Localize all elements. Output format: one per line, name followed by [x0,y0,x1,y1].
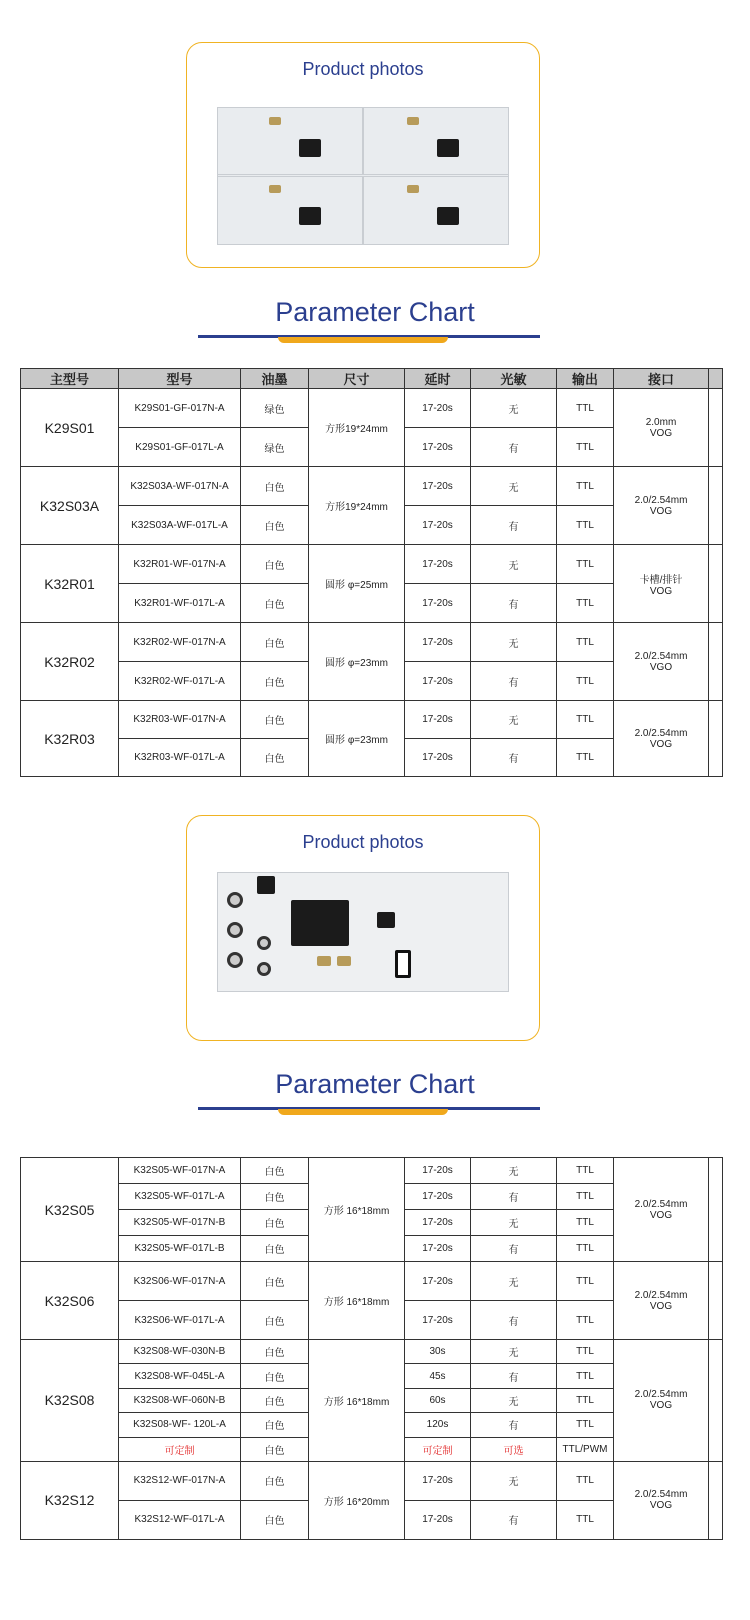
ink-color-cell: 白色 [241,701,309,739]
model-cell: K29S01-GF-017L-A [119,428,241,467]
output-cell: TTL [557,389,614,428]
light-sensor-cell: 有 [471,584,557,623]
model-cell: K32S08-WF-030N-B [119,1340,241,1364]
output-cell: TTL [557,1500,614,1539]
ink-color-cell: 白色 [241,1184,309,1210]
output-cell: TTL [557,506,614,545]
ink-color-cell: 白色 [241,1262,309,1301]
interface-cell [614,1461,709,1539]
section-title: Parameter Chart [275,297,475,327]
output-cell: TTL/PWM [557,1437,614,1461]
interface-line: 2.0/2.54mm [634,727,688,739]
light-sensor-cell: 无 [471,623,557,662]
ink-color-cell: 白色 [241,1301,309,1340]
light-sensor-cell: 无 [471,1461,557,1500]
output-cell: TTL [557,1236,614,1262]
model-cell: K32S06-WF-017L-A [119,1301,241,1340]
column-header: 延时 [405,369,471,389]
ink-color-cell: 白色 [241,467,309,506]
output-cell: TTL [557,1210,614,1236]
delay-cell: 45s [405,1364,471,1388]
output-cell: TTL [557,1158,614,1184]
delay-cell: 17-20s [405,506,471,545]
photo-title: Product photos [302,59,424,79]
model-cell: K32S05-WF-017N-B [119,1210,241,1236]
output-cell: TTL [557,1388,614,1412]
interface-line: 2.0/2.54mm [634,494,688,506]
delay-cell: 17-20s [405,623,471,662]
section-title: Parameter Chart [275,1069,475,1099]
extra-cell [709,1340,723,1462]
interface-line: VOG [649,1300,673,1312]
delay-cell: 17-20s [405,1158,471,1184]
light-sensor-cell: 无 [471,1158,557,1184]
output-cell: TTL [557,623,614,662]
parameter-table-2 [20,1157,723,1540]
delay-cell: 17-20s [405,1210,471,1236]
main-model-cell: K32S05 [21,1158,119,1262]
delay-cell: 17-20s [405,467,471,506]
ink-color-cell: 白色 [241,1158,309,1184]
delay-cell: 17-20s [405,389,471,428]
light-sensor-cell: 无 [471,389,557,428]
main-model-cell: K32S06 [21,1262,119,1340]
table-row [21,1340,723,1364]
main-model-cell: K29S01 [21,389,119,467]
delay-cell: 17-20s [405,739,471,777]
size-cell: 方形19*24mm [309,467,405,545]
product-photo-card-2 [186,815,540,1041]
table-row [21,1158,723,1184]
ink-color-cell: 白色 [241,1340,309,1364]
ink-color-cell: 白色 [241,1210,309,1236]
ink-color-cell: 白色 [241,1388,309,1412]
interface-cell [614,389,709,467]
interface-line: 2.0/2.54mm [634,1289,688,1301]
table-row [21,623,723,662]
main-model-cell: K32S12 [21,1461,119,1539]
delay-cell: 可定制 [405,1437,471,1461]
interface-line: VOG [649,427,673,439]
size-cell: 方形 16*18mm [309,1158,405,1262]
delay-cell: 17-20s [405,428,471,467]
interface-line: 2.0/2.54mm [634,1198,688,1210]
interface-line: VOG [649,738,673,750]
ink-color-cell: 白色 [241,1437,309,1461]
output-cell: TTL [557,701,614,739]
column-header-extra [709,369,723,389]
main-model-cell: K32R03 [21,701,119,777]
ink-color-cell: 白色 [241,506,309,545]
interface-line: 2.0mm [645,416,677,428]
size-cell: 方形 16*18mm [309,1262,405,1340]
output-cell: TTL [557,428,614,467]
table-row [21,545,723,584]
column-header: 接口 [614,369,709,389]
ink-color-cell: 白色 [241,1461,309,1500]
output-cell: TTL [557,662,614,701]
output-cell: TTL [557,1340,614,1364]
light-sensor-cell: 有 [471,1500,557,1539]
model-cell: K32R02-WF-017L-A [119,662,241,701]
column-header: 输出 [557,369,614,389]
delay-cell: 17-20s [405,1500,471,1539]
light-sensor-cell: 无 [471,1340,557,1364]
model-cell: K32S05-WF-017L-A [119,1184,241,1210]
light-sensor-cell: 无 [471,545,557,584]
ink-color-cell: 绿色 [241,428,309,467]
main-model-cell: K32S03A [21,467,119,545]
model-cell: K32S03A-WF-017N-A [119,467,241,506]
light-sensor-cell: 无 [471,1388,557,1412]
delay-cell: 17-20s [405,662,471,701]
output-cell: TTL [557,1461,614,1500]
ink-color-cell: 白色 [241,1364,309,1388]
model-cell: K32R01-WF-017L-A [119,584,241,623]
output-cell: TTL [557,584,614,623]
model-cell: K32R03-WF-017N-A [119,701,241,739]
ink-color-cell: 白色 [241,584,309,623]
interface-line: 2.0/2.54mm [634,1389,688,1401]
output-cell: TTL [557,1262,614,1301]
model-cell: K32S12-WF-017N-A [119,1461,241,1500]
parameter-table-1 [20,368,723,777]
interface-line: VOG [649,1209,673,1221]
interface-cell [614,545,709,623]
model-cell: K32S08-WF-045L-A [119,1364,241,1388]
light-sensor-cell: 有 [471,1364,557,1388]
interface-line: 2.0/2.54mm [634,1489,688,1501]
column-header: 光敏 [471,369,557,389]
light-sensor-cell: 有 [471,506,557,545]
interface-cell [614,1340,709,1462]
delay-cell: 17-20s [405,1184,471,1210]
model-cell: K32R02-WF-017N-A [119,623,241,662]
model-cell: K32S06-WF-017N-A [119,1262,241,1301]
light-sensor-cell: 有 [471,739,557,777]
table-row [21,467,723,506]
output-cell: TTL [557,739,614,777]
interface-cell [614,1262,709,1340]
ink-color-cell: 白色 [241,1500,309,1539]
main-model-cell: K32S08 [21,1340,119,1462]
delay-cell: 30s [405,1340,471,1364]
extra-cell [709,389,723,467]
ink-color-cell: 白色 [241,662,309,701]
light-sensor-cell: 有 [471,1236,557,1262]
output-cell: TTL [557,545,614,584]
interface-line: VOG [649,505,673,517]
size-cell: 圆形 φ=23mm [309,623,405,701]
model-cell: K32S12-WF-017L-A [119,1500,241,1539]
delay-cell: 17-20s [405,701,471,739]
interface-cell [614,1158,709,1262]
light-sensor-cell: 有 [471,662,557,701]
model-cell: K32S08-WF- 120L-A [119,1413,241,1437]
photo-title: Product photos [302,832,424,852]
ink-color-cell: 白色 [241,1236,309,1262]
light-sensor-cell: 有 [471,1413,557,1437]
delay-cell: 120s [405,1413,471,1437]
size-cell: 圆形 φ=25mm [309,545,405,623]
extra-cell [709,545,723,623]
table-row [21,389,723,428]
size-cell: 方形19*24mm [309,389,405,467]
extra-cell [709,1158,723,1262]
title-underline-accent [278,337,448,343]
delay-cell: 17-20s [405,1262,471,1301]
light-sensor-cell: 无 [471,1262,557,1301]
ink-color-cell: 白色 [241,623,309,662]
output-cell: TTL [557,1413,614,1437]
size-cell: 圆形 φ=23mm [309,701,405,777]
light-sensor-cell: 无 [471,1210,557,1236]
interface-line: VGO [649,661,673,673]
interface-line: 2.0/2.54mm [634,650,688,662]
table-row [21,1461,723,1500]
main-model-cell: K32R01 [21,545,119,623]
model-cell: K32S08-WF-060N-B [119,1388,241,1412]
output-cell: TTL [557,467,614,506]
size-cell: 方形 16*18mm [309,1340,405,1462]
ink-color-cell: 白色 [241,1413,309,1437]
main-model-cell: K32R02 [21,623,119,701]
model-cell: K29S01-GF-017N-A [119,389,241,428]
model-cell: 可定制 [119,1437,241,1461]
interface-line: VOG [649,1500,673,1512]
delay-cell: 60s [405,1388,471,1412]
model-cell: K32S05-WF-017N-A [119,1158,241,1184]
delay-cell: 17-20s [405,1301,471,1340]
extra-cell [709,701,723,777]
interface-line: VOG [649,585,673,597]
ink-color-cell: 白色 [241,739,309,777]
interface-cell [614,701,709,777]
interface-cell [614,623,709,701]
delay-cell: 17-20s [405,545,471,584]
extra-cell [709,623,723,701]
size-cell: 方形 16*20mm [309,1461,405,1539]
column-header: 主型号 [21,369,119,389]
delay-cell: 17-20s [405,1461,471,1500]
model-cell: K32R01-WF-017N-A [119,545,241,584]
light-sensor-cell: 有 [471,428,557,467]
extra-cell [709,1262,723,1340]
table-header-row [21,369,723,389]
column-header: 型号 [119,369,241,389]
output-cell: TTL [557,1184,614,1210]
title-underline-accent [278,1109,448,1115]
model-cell: K32S05-WF-017L-B [119,1236,241,1262]
output-cell: TTL [557,1301,614,1340]
column-header: 尺寸 [309,369,405,389]
delay-cell: 17-20s [405,1236,471,1262]
model-cell: K32R03-WF-017L-A [119,739,241,777]
delay-cell: 17-20s [405,584,471,623]
ink-color-cell: 白色 [241,545,309,584]
extra-cell [709,467,723,545]
light-sensor-cell: 有 [471,1301,557,1340]
interface-line: 卡槽/排针 [639,574,683,586]
extra-cell [709,1461,723,1539]
interface-cell [614,467,709,545]
light-sensor-cell: 有 [471,1184,557,1210]
table-row [21,1262,723,1301]
light-sensor-cell: 无 [471,701,557,739]
product-photo-card-1 [186,42,540,268]
ink-color-cell: 绿色 [241,389,309,428]
column-header: 油墨 [241,369,309,389]
model-cell: K32S03A-WF-017L-A [119,506,241,545]
light-sensor-cell: 无 [471,467,557,506]
table-row [21,701,723,739]
output-cell: TTL [557,1364,614,1388]
light-sensor-cell: 可选 [471,1437,557,1461]
interface-line: VOG [649,1400,673,1412]
